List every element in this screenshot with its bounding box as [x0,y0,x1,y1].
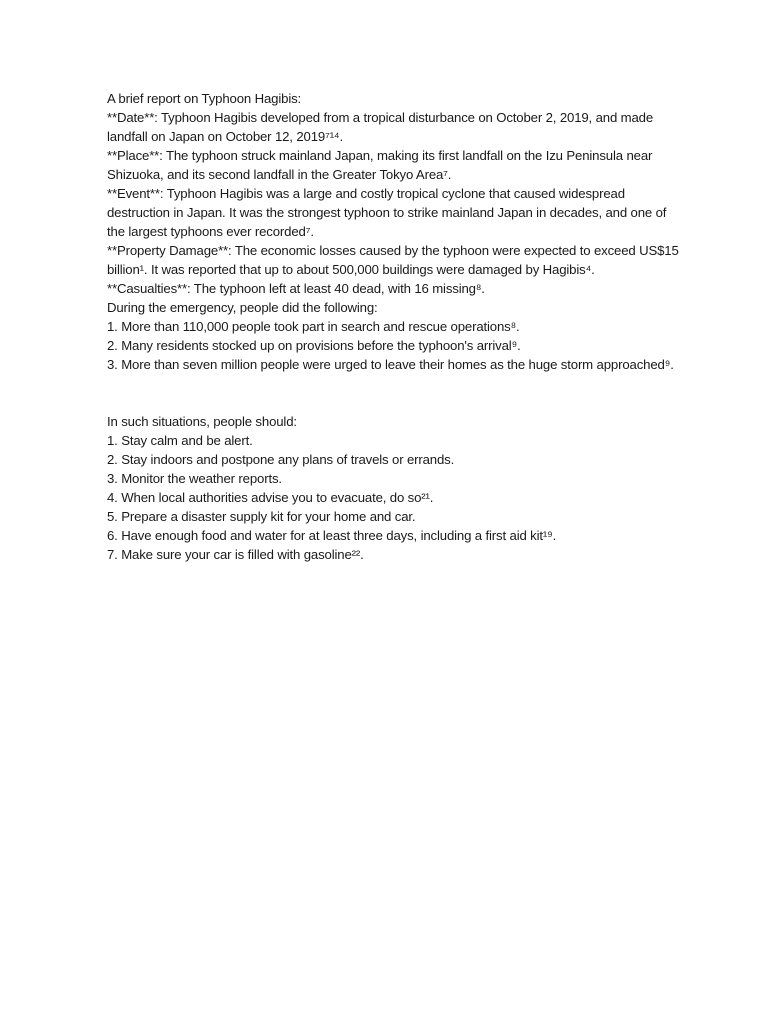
report-body [107,89,687,564]
advice-item: 1. Stay calm and be alert. [107,433,253,448]
advice-item: 5. Prepare a disaster supply kit for your home and car. [107,509,416,524]
advice-item: 7. Make sure your car is filled with gasoline²². [107,547,364,562]
section-event: **Event**: Typhoon Hagibis was a large and costly tropical cyclone that caused widespread destruction in Japan. It was the strongest typhoon to strike mainland Japan in decades, and one of the largest typhoons ever recorded⁷. [107,186,667,239]
section-date: **Date**: Typhoon Hagibis developed from a tropical disturbance on October 2, 2019, and made landfall on Japan on October 12, 2019⁷¹⁴. [107,110,654,144]
section-place: **Place**: The typhoon struck mainland Japan, making its first landfall on the Izu Peninsula near Shizuoka, and its second landfall in the Greater Tokyo Area⁷. [107,148,653,182]
emergency-item: 3. More than seven million people were urged to leave their homes as the huge storm approached⁹. [107,357,674,372]
emergency-item: 1. More than 110,000 people took part in search and rescue operations⁸. [107,319,520,334]
section-property-damage: **Property Damage**: The economic losses caused by the typhoon were expected to exceed US$15 billion¹. It was reported that up to about 500,000 buildings were damaged by Hagibis⁴. [107,243,679,277]
section-casualties: **Casualties**: The typhoon left at least 40 dead, with 16 missing⁸. [107,281,485,296]
advice-item: 3. Monitor the weather reports. [107,471,282,486]
advice-heading: In such situations, people should: [107,414,297,429]
emergency-item: 2. Many residents stocked up on provisions before the typhoon's arrival⁹. [107,338,521,353]
advice-item: 2. Stay indoors and postpone any plans of travels or errands. [107,452,455,467]
advice-item: 4. When local authorities advise you to evacuate, do so²¹. [107,490,434,505]
emergency-heading: During the emergency, people did the following: [107,300,378,315]
advice-item: 6. Have enough food and water for at least three days, including a first aid kit¹⁹. [107,528,557,543]
report-title: A brief report on Typhoon Hagibis: [107,91,302,106]
